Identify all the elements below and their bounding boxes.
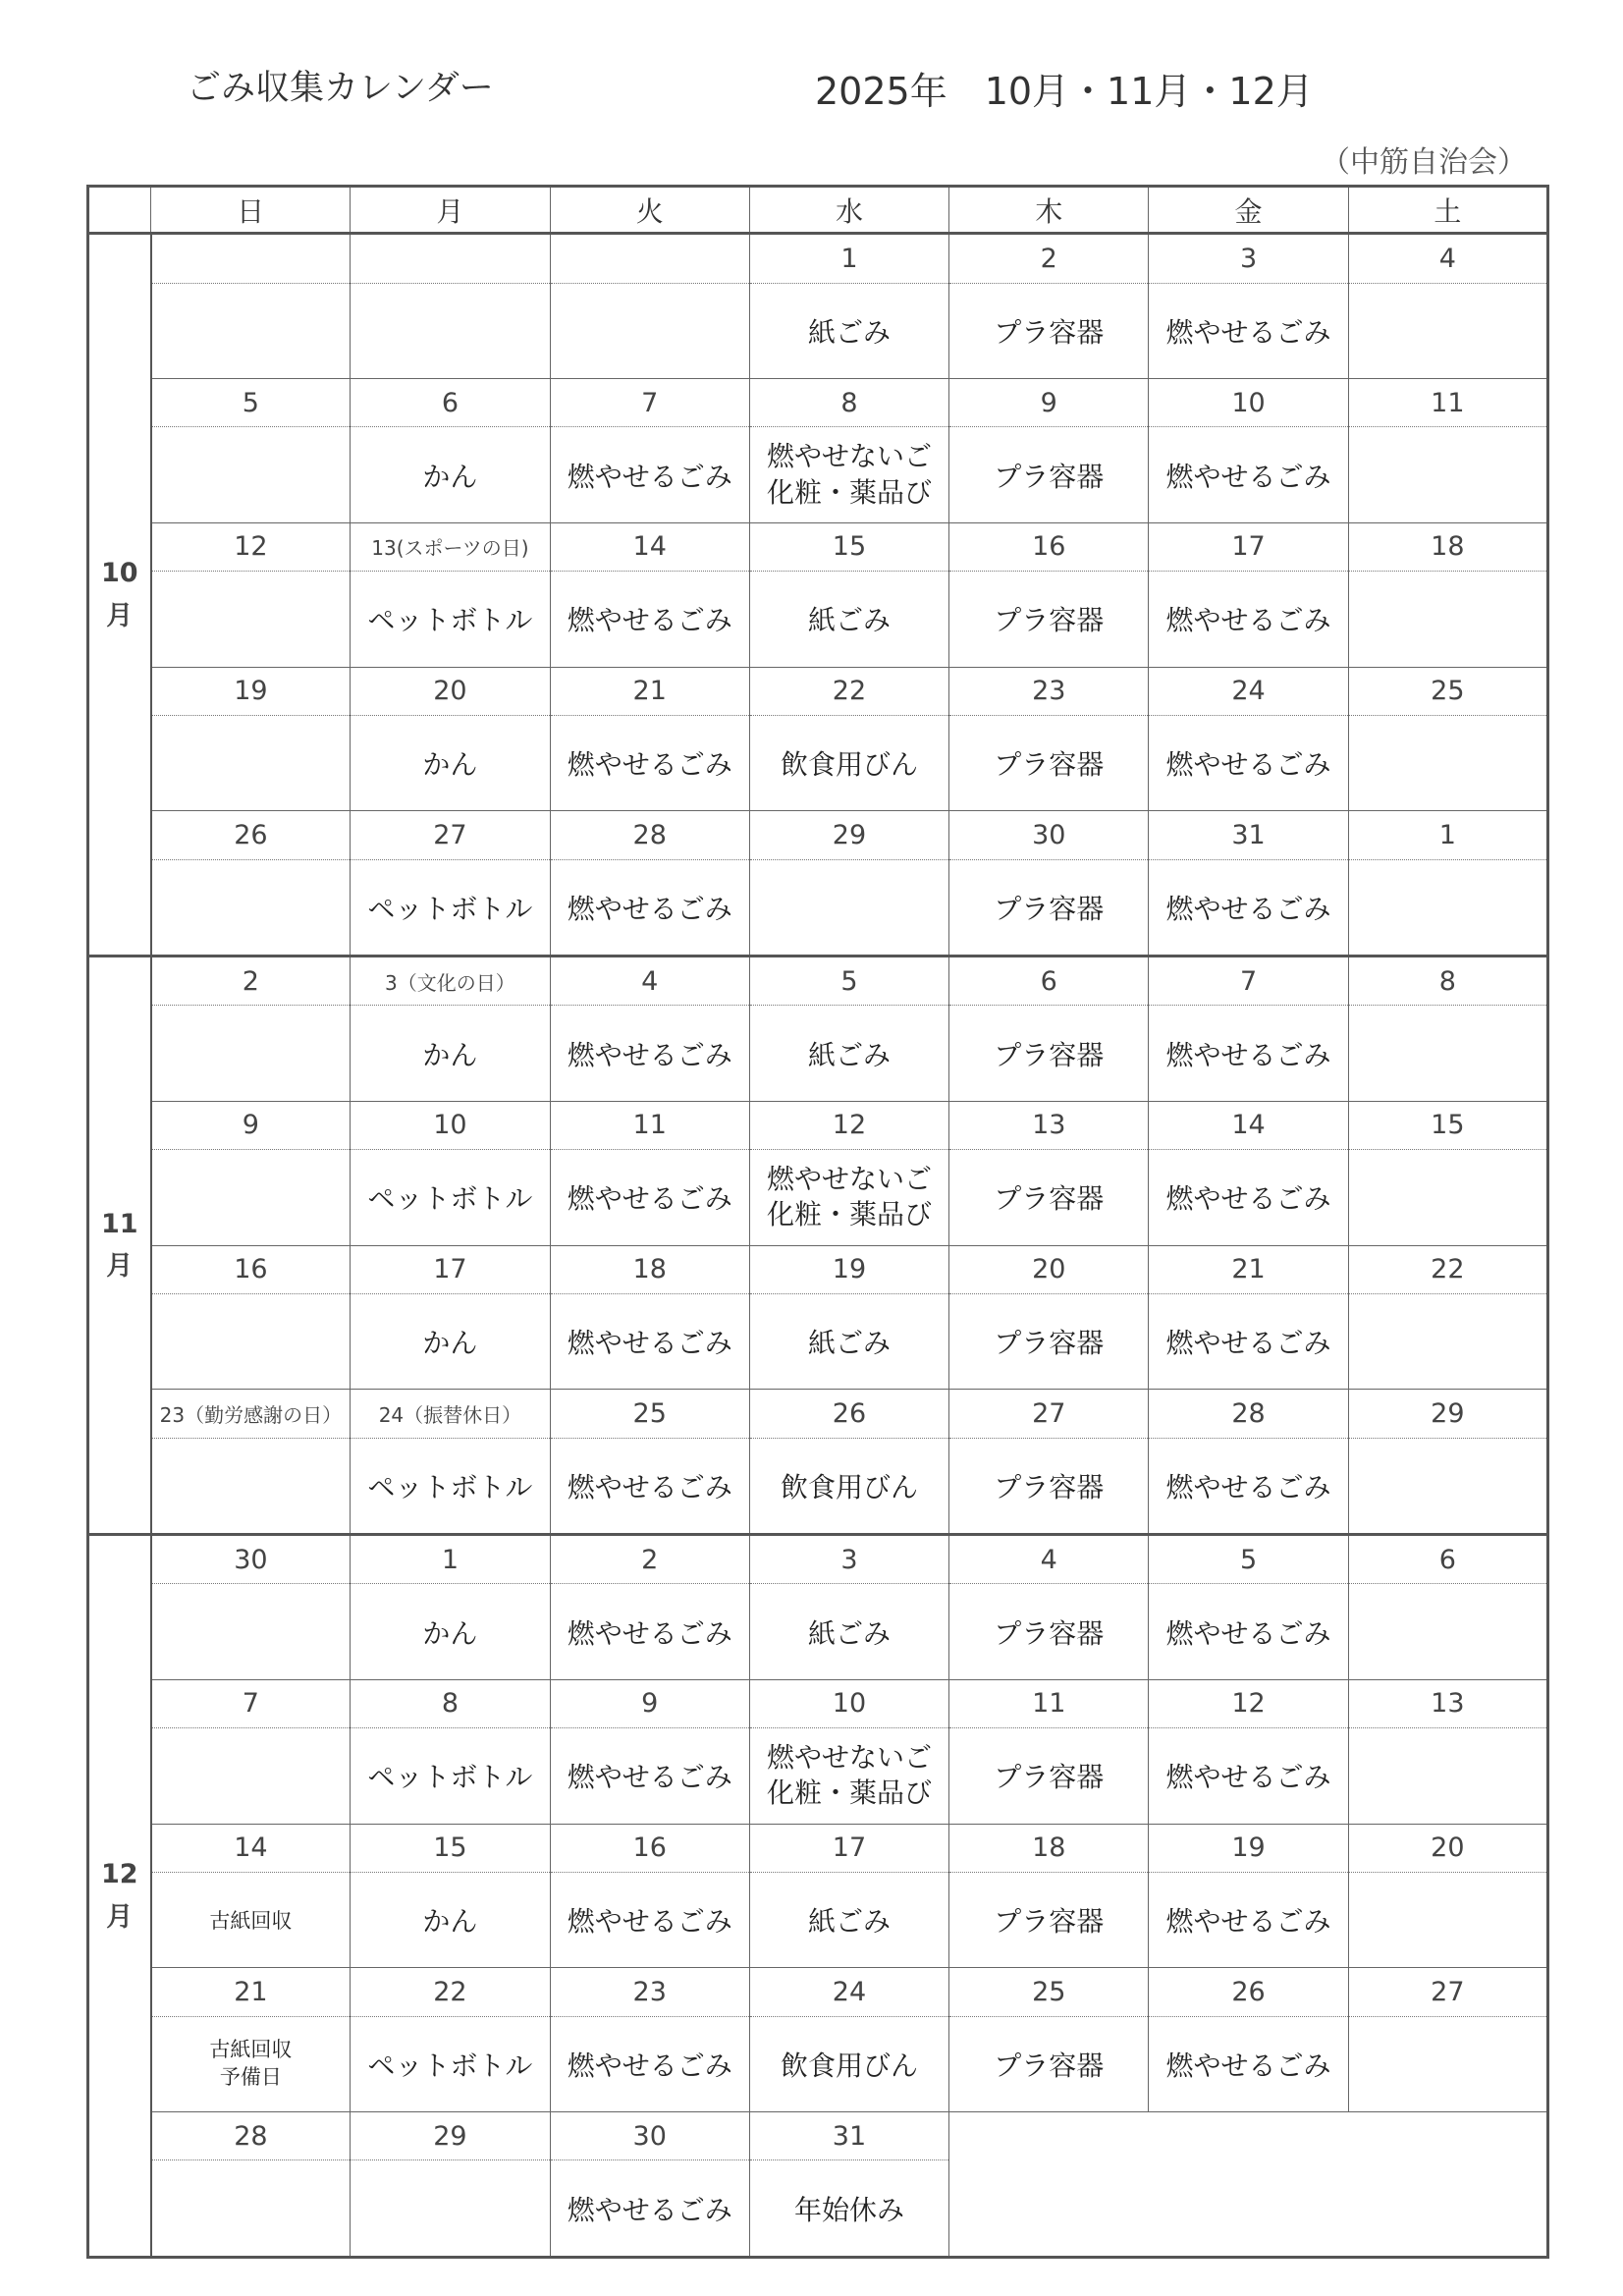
date-row bbox=[88, 957, 1548, 1006]
collection-item bbox=[1348, 1438, 1547, 1535]
collection-item bbox=[151, 1150, 351, 1246]
collection-item: 燃やせるごみ bbox=[1149, 1006, 1348, 1102]
collection-item: ペットボトル bbox=[351, 1438, 550, 1535]
month-number: 11 bbox=[100, 1208, 138, 1239]
collection-item-line: 化粧・薬品び bbox=[766, 1198, 932, 1231]
collection-item: 燃やせるごみ bbox=[550, 1438, 749, 1535]
weekday-header: 水 bbox=[749, 187, 948, 234]
collection-item bbox=[749, 1728, 948, 1825]
collection-item-line: 燃やせないご bbox=[766, 1162, 932, 1195]
collection-item: 燃やせるごみ bbox=[550, 2016, 749, 2112]
date-cell: 19 bbox=[1149, 1824, 1348, 1872]
collection-item bbox=[749, 859, 948, 957]
collection-item bbox=[151, 1728, 351, 1825]
date-cell: 17 bbox=[351, 1245, 550, 1293]
date-cell: 1 bbox=[1348, 811, 1547, 859]
date-cell: 2 bbox=[550, 1535, 749, 1584]
date-cell: 23 bbox=[550, 1968, 749, 2016]
date-cell: 9 bbox=[949, 379, 1149, 427]
weekday-header-row bbox=[88, 187, 1548, 234]
date-cell: 1 bbox=[351, 1535, 550, 1584]
month-unit: 月 bbox=[106, 1901, 134, 1933]
collection-item: 飲食用びん bbox=[749, 1438, 948, 1535]
month-number: 12 bbox=[100, 1859, 138, 1890]
collection-item bbox=[1348, 2160, 1547, 2258]
date-cell: 28 bbox=[1149, 1390, 1348, 1438]
collection-item-line: 燃やせないご bbox=[766, 440, 932, 473]
date-cell: 20 bbox=[1348, 1824, 1547, 1872]
date-cell: 26 bbox=[749, 1390, 948, 1438]
collection-item: かん bbox=[351, 427, 550, 523]
collection-item: ペットボトル bbox=[351, 572, 550, 668]
date-cell: 22 bbox=[351, 1968, 550, 2016]
collection-item-line: 古紙回収 bbox=[209, 2038, 293, 2062]
collection-item bbox=[1348, 572, 1547, 668]
collection-item: 燃やせるごみ bbox=[1149, 1438, 1348, 1535]
date-cell: 25 bbox=[949, 1968, 1149, 2016]
date-cell: 15 bbox=[749, 522, 948, 571]
date-cell: 15 bbox=[1348, 1101, 1547, 1149]
collection-item bbox=[151, 1584, 351, 1680]
date-cell: 13 bbox=[949, 1101, 1149, 1149]
collection-item: プラ容器 bbox=[949, 427, 1149, 523]
header-corner bbox=[88, 187, 151, 234]
collection-item: 燃やせるごみ bbox=[1149, 715, 1348, 811]
date-row bbox=[88, 1824, 1548, 1872]
collection-row bbox=[88, 2016, 1548, 2112]
collection-item: 燃やせるごみ bbox=[550, 1584, 749, 1680]
collection-item-line: 化粧・薬品び bbox=[766, 475, 932, 509]
date-cell: 9 bbox=[550, 1679, 749, 1727]
weekday-header: 月 bbox=[351, 187, 550, 234]
date-cell: 7 bbox=[151, 1679, 351, 1727]
collection-item: 燃やせるごみ bbox=[1149, 859, 1348, 957]
collection-item: 古紙回収 bbox=[151, 1872, 351, 1968]
date-cell bbox=[1149, 2112, 1348, 2160]
collection-item bbox=[1348, 1006, 1547, 1102]
collection-item bbox=[151, 2016, 351, 2112]
collection-item: 燃やせるごみ bbox=[550, 572, 749, 668]
date-cell: 8 bbox=[1348, 957, 1547, 1006]
collection-item: プラ容器 bbox=[949, 1872, 1149, 1968]
date-cell: 30 bbox=[550, 2112, 749, 2160]
date-row bbox=[88, 379, 1548, 427]
date-cell: 4 bbox=[550, 957, 749, 1006]
date-cell bbox=[949, 2112, 1149, 2160]
date-cell: 6 bbox=[949, 957, 1149, 1006]
collection-item: ペットボトル bbox=[351, 1150, 550, 1246]
collection-item: 燃やせるごみ bbox=[550, 1293, 749, 1390]
date-row bbox=[88, 2112, 1548, 2160]
collection-row bbox=[88, 1006, 1548, 1102]
date-cell: 23（勤労感謝の日） bbox=[151, 1390, 351, 1438]
collection-item bbox=[151, 427, 351, 523]
date-cell: 27 bbox=[351, 811, 550, 859]
collection-item: 飲食用びん bbox=[749, 2016, 948, 2112]
collection-item-line: 化粧・薬品び bbox=[766, 1777, 932, 1810]
collection-item bbox=[151, 572, 351, 668]
date-cell: 20 bbox=[351, 667, 550, 715]
date-cell: 28 bbox=[151, 2112, 351, 2160]
date-cell: 12 bbox=[749, 1101, 948, 1149]
collection-item: かん bbox=[351, 1584, 550, 1680]
date-cell: 26 bbox=[1149, 1968, 1348, 2016]
month-label bbox=[88, 957, 151, 1535]
date-cell: 24 bbox=[1149, 667, 1348, 715]
collection-row bbox=[88, 859, 1548, 957]
collection-item: かん bbox=[351, 1872, 550, 1968]
date-cell: 29 bbox=[351, 2112, 550, 2160]
date-cell: 30 bbox=[151, 1535, 351, 1584]
date-cell: 30 bbox=[949, 811, 1149, 859]
date-row bbox=[88, 1679, 1548, 1727]
date-cell: 2 bbox=[949, 234, 1149, 283]
date-row bbox=[88, 522, 1548, 571]
collection-item: 燃やせるごみ bbox=[550, 859, 749, 957]
date-cell: 5 bbox=[749, 957, 948, 1006]
collection-item: 飲食用びん bbox=[749, 715, 948, 811]
date-cell: 29 bbox=[1348, 1390, 1547, 1438]
weekday-header: 木 bbox=[949, 187, 1149, 234]
collection-item bbox=[151, 715, 351, 811]
date-cell: 23 bbox=[949, 667, 1149, 715]
collection-item bbox=[151, 1293, 351, 1390]
date-cell: 21 bbox=[550, 667, 749, 715]
collection-item bbox=[749, 427, 948, 523]
collection-row bbox=[88, 1584, 1548, 1680]
collection-item: 燃やせるごみ bbox=[550, 1728, 749, 1825]
date-cell: 24 bbox=[749, 1968, 948, 2016]
date-cell: 12 bbox=[1149, 1679, 1348, 1727]
date-cell: 19 bbox=[749, 1245, 948, 1293]
collection-item bbox=[151, 1438, 351, 1535]
date-cell: 6 bbox=[351, 379, 550, 427]
date-cell: 1 bbox=[749, 234, 948, 283]
collection-item: 燃やせるごみ bbox=[1149, 427, 1348, 523]
date-cell: 31 bbox=[1149, 811, 1348, 859]
collection-row bbox=[88, 1293, 1548, 1390]
collection-item bbox=[1348, 1293, 1547, 1390]
date-cell: 14 bbox=[151, 1824, 351, 1872]
weekday-header: 金 bbox=[1149, 187, 1348, 234]
collection-item: 燃やせるごみ bbox=[550, 715, 749, 811]
collection-item: 燃やせるごみ bbox=[1149, 1150, 1348, 1246]
collection-item: 年始休み bbox=[749, 2160, 948, 2258]
collection-item: プラ容器 bbox=[949, 1438, 1149, 1535]
collection-item: プラ容器 bbox=[949, 715, 1149, 811]
date-cell: 15 bbox=[351, 1824, 550, 1872]
month-unit: 月 bbox=[106, 1251, 134, 1282]
date-cell: 31 bbox=[749, 2112, 948, 2160]
date-cell: 8 bbox=[351, 1679, 550, 1727]
collection-item: かん bbox=[351, 1006, 550, 1102]
date-cell: 22 bbox=[749, 667, 948, 715]
date-cell: 7 bbox=[550, 379, 749, 427]
month-number: 10 bbox=[100, 558, 138, 589]
date-cell: 11 bbox=[1348, 379, 1547, 427]
date-cell bbox=[550, 234, 749, 283]
date-cell: 16 bbox=[151, 1245, 351, 1293]
date-cell: 27 bbox=[949, 1390, 1149, 1438]
date-row bbox=[88, 234, 1548, 283]
collection-item bbox=[1348, 1872, 1547, 1968]
date-row bbox=[88, 1968, 1548, 2016]
collection-item bbox=[749, 1150, 948, 1246]
collection-item: 燃やせるごみ bbox=[1149, 1728, 1348, 1825]
date-cell: 13 bbox=[1348, 1679, 1547, 1727]
collection-row bbox=[88, 283, 1548, 379]
collection-row bbox=[88, 1438, 1548, 1535]
collection-item bbox=[1348, 715, 1547, 811]
weekday-header: 火 bbox=[550, 187, 749, 234]
weekday-header: 日 bbox=[151, 187, 351, 234]
collection-item: 燃やせるごみ bbox=[550, 1150, 749, 1246]
month-unit: 月 bbox=[106, 600, 134, 631]
month-label bbox=[88, 234, 151, 957]
collection-row bbox=[88, 1728, 1548, 1825]
collection-item bbox=[151, 1006, 351, 1102]
date-cell: 27 bbox=[1348, 1968, 1547, 2016]
collection-item: 燃やせるごみ bbox=[1149, 572, 1348, 668]
date-cell: 7 bbox=[1149, 957, 1348, 1006]
date-cell: 12 bbox=[151, 522, 351, 571]
date-cell: 14 bbox=[1149, 1101, 1348, 1149]
date-cell: 10 bbox=[351, 1101, 550, 1149]
collection-item bbox=[1348, 2016, 1547, 2112]
collection-item-line: 予備日 bbox=[219, 2064, 282, 2089]
collection-item: 紙ごみ bbox=[749, 1872, 948, 1968]
collection-item: 燃やせるごみ bbox=[1149, 1293, 1348, 1390]
collection-item: ペットボトル bbox=[351, 1728, 550, 1825]
collection-item bbox=[1348, 1584, 1547, 1680]
date-cell: 18 bbox=[550, 1245, 749, 1293]
date-cell: 26 bbox=[151, 811, 351, 859]
collection-item bbox=[1149, 2160, 1348, 2258]
collection-item: プラ容器 bbox=[949, 1150, 1149, 1246]
collection-item bbox=[1348, 1150, 1547, 1246]
calendar-title: ごみ収集カレンダー bbox=[187, 69, 494, 108]
collection-row bbox=[88, 1150, 1548, 1246]
date-cell: 14 bbox=[550, 522, 749, 571]
date-cell: 10 bbox=[1149, 379, 1348, 427]
collection-item: プラ容器 bbox=[949, 1584, 1149, 1680]
date-cell: 21 bbox=[1149, 1245, 1348, 1293]
date-row bbox=[88, 1101, 1548, 1149]
collection-item bbox=[351, 2160, 550, 2258]
month-label bbox=[88, 1535, 151, 2258]
date-cell: 5 bbox=[1149, 1535, 1348, 1584]
collection-row bbox=[88, 715, 1548, 811]
date-cell: 13(スポーツの日) bbox=[351, 522, 550, 571]
collection-item: 燃やせるごみ bbox=[1149, 283, 1348, 379]
organization-name: （中筋自治会） bbox=[1321, 145, 1527, 180]
collection-item: 紙ごみ bbox=[749, 1293, 948, 1390]
garbage-calendar bbox=[86, 185, 1549, 2259]
date-cell: 22 bbox=[1348, 1245, 1547, 1293]
date-cell: 11 bbox=[949, 1679, 1149, 1727]
collection-item bbox=[151, 859, 351, 957]
collection-item-line: 燃やせないご bbox=[766, 1740, 932, 1774]
date-cell: 28 bbox=[550, 811, 749, 859]
collection-item: 紙ごみ bbox=[749, 283, 948, 379]
collection-item: プラ容器 bbox=[949, 859, 1149, 957]
collection-item bbox=[151, 2160, 351, 2258]
date-row bbox=[88, 1535, 1548, 1584]
collection-item: 燃やせるごみ bbox=[550, 1006, 749, 1102]
collection-item: 燃やせるごみ bbox=[1149, 2016, 1348, 2112]
calendar-period: 2025年 10月・11月・12月 bbox=[815, 70, 1314, 113]
collection-item bbox=[550, 283, 749, 379]
date-cell bbox=[351, 234, 550, 283]
date-cell: 18 bbox=[949, 1824, 1149, 1872]
collection-item: 燃やせるごみ bbox=[550, 2160, 749, 2258]
collection-item: ペットボトル bbox=[351, 859, 550, 957]
collection-item: プラ容器 bbox=[949, 283, 1149, 379]
collection-item: ペットボトル bbox=[351, 2016, 550, 2112]
collection-item: 燃やせるごみ bbox=[550, 1872, 749, 1968]
collection-item: プラ容器 bbox=[949, 572, 1149, 668]
collection-item bbox=[1348, 283, 1547, 379]
collection-item: プラ容器 bbox=[949, 1293, 1149, 1390]
date-cell bbox=[151, 234, 351, 283]
date-cell: 20 bbox=[949, 1245, 1149, 1293]
date-row bbox=[88, 1245, 1548, 1293]
date-cell: 24（振替休日） bbox=[351, 1390, 550, 1438]
date-cell: 29 bbox=[749, 811, 948, 859]
date-cell: 5 bbox=[151, 379, 351, 427]
date-cell: 2 bbox=[151, 957, 351, 1006]
date-row bbox=[88, 667, 1548, 715]
date-cell: 3 bbox=[1149, 234, 1348, 283]
date-cell: 10 bbox=[749, 1679, 948, 1727]
date-cell: 8 bbox=[749, 379, 948, 427]
date-row bbox=[88, 811, 1548, 859]
collection-item bbox=[949, 2160, 1149, 2258]
weekday-header: 土 bbox=[1348, 187, 1547, 234]
collection-row bbox=[88, 427, 1548, 523]
date-cell: 21 bbox=[151, 1968, 351, 2016]
collection-item bbox=[1348, 859, 1547, 957]
date-cell: 25 bbox=[1348, 667, 1547, 715]
collection-item: プラ容器 bbox=[949, 2016, 1149, 2112]
date-cell: 16 bbox=[550, 1824, 749, 1872]
collection-row bbox=[88, 1872, 1548, 1968]
collection-row bbox=[88, 572, 1548, 668]
date-cell: 25 bbox=[550, 1390, 749, 1438]
collection-item: 燃やせるごみ bbox=[1149, 1872, 1348, 1968]
collection-item bbox=[1348, 427, 1547, 523]
collection-item bbox=[1348, 1728, 1547, 1825]
collection-item bbox=[151, 283, 351, 379]
collection-item: かん bbox=[351, 1293, 550, 1390]
collection-item: プラ容器 bbox=[949, 1728, 1149, 1825]
date-cell: 4 bbox=[949, 1535, 1149, 1584]
calendar-table bbox=[86, 185, 1549, 2259]
collection-item: 紙ごみ bbox=[749, 1006, 948, 1102]
date-cell: 9 bbox=[151, 1101, 351, 1149]
collection-item: かん bbox=[351, 715, 550, 811]
date-cell: 6 bbox=[1348, 1535, 1547, 1584]
date-cell: 11 bbox=[550, 1101, 749, 1149]
collection-item: プラ容器 bbox=[949, 1006, 1149, 1102]
date-cell: 17 bbox=[1149, 522, 1348, 571]
date-cell: 3（文化の日） bbox=[351, 957, 550, 1006]
collection-item: 紙ごみ bbox=[749, 1584, 948, 1680]
collection-row bbox=[88, 2160, 1548, 2258]
date-cell: 19 bbox=[151, 667, 351, 715]
date-cell: 3 bbox=[749, 1535, 948, 1584]
date-cell: 18 bbox=[1348, 522, 1547, 571]
date-cell: 4 bbox=[1348, 234, 1547, 283]
collection-item: 燃やせるごみ bbox=[1149, 1584, 1348, 1680]
date-cell: 17 bbox=[749, 1824, 948, 1872]
collection-item: 燃やせるごみ bbox=[550, 427, 749, 523]
date-cell bbox=[1348, 2112, 1547, 2160]
collection-item: 紙ごみ bbox=[749, 572, 948, 668]
collection-item bbox=[351, 283, 550, 379]
date-cell: 16 bbox=[949, 522, 1149, 571]
date-row bbox=[88, 1390, 1548, 1438]
